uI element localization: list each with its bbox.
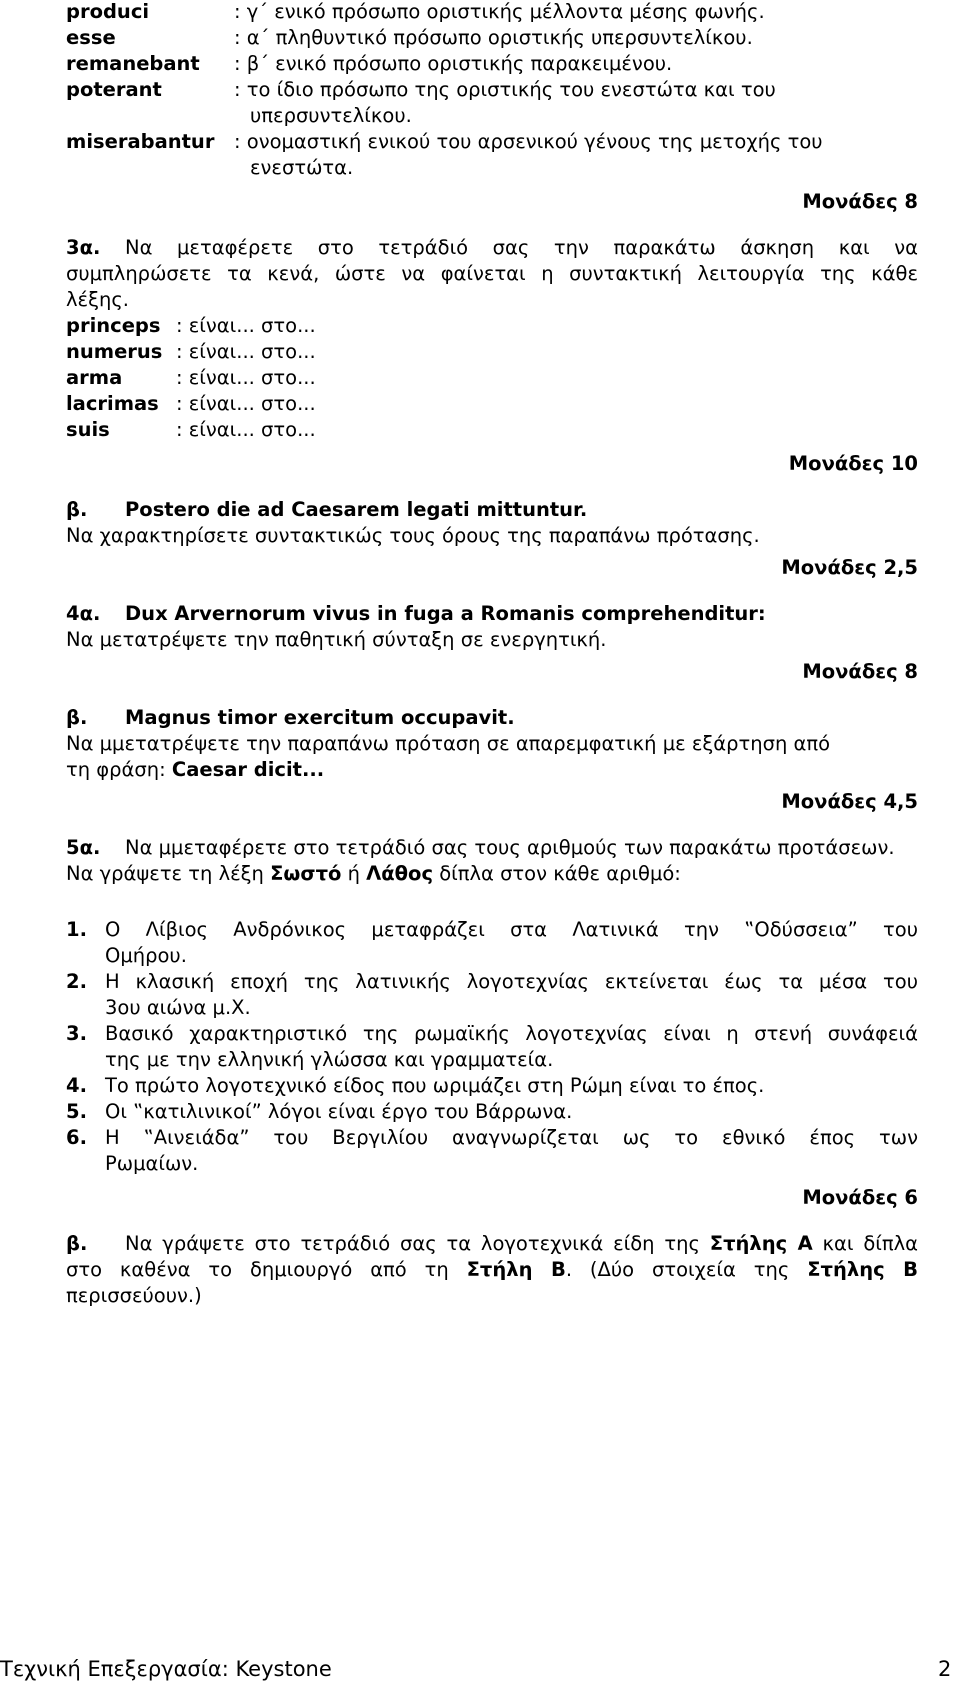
points-label: Μονάδες 6: [802, 1186, 918, 1209]
statement-text: Οι ‟κατιλινικοί” λόγοι είναι έργο του Βάρρωνα.: [105, 1100, 573, 1123]
blank-template: : είναι... στο...: [176, 340, 316, 363]
latin-sentence: Dux Arvernorum vivus in fuga a Romanis comprehenditur:: [125, 602, 766, 625]
latin-word: numerus: [66, 340, 163, 363]
latin-word: esse: [66, 26, 116, 49]
statement-text: Η κλασική εποχή της λατινικής λογοτεχνίας εκτείνεται έως τα μέσα του: [105, 970, 918, 993]
question-text: [66, 758, 324, 781]
question-number: β.: [66, 498, 88, 521]
question-number: 5α.: [66, 836, 101, 859]
text-fragment: δίπλα στον κάθε αριθμό:: [433, 862, 681, 885]
item-number: 5.: [66, 1100, 87, 1123]
question-text: συμπληρώσετε τα κενά, ώστε να φαίνεται η συντακτική λειτουργία της κάθε: [66, 262, 918, 285]
word-description-cont: υπερσυντελίκου.: [250, 104, 412, 127]
word-description: : β΄ ενικό πρόσωπο οριστικής παρακειμένου.: [234, 52, 673, 75]
latin-word: remanebant: [66, 52, 200, 75]
question-text: Να μεταφέρετε στο τετράδιό σας την παρακάτω άσκηση και να: [125, 236, 918, 259]
question-text: λέξης.: [66, 288, 129, 311]
item-number: 1.: [66, 918, 87, 941]
statement-text: Ομήρου.: [105, 944, 187, 967]
word-description: : το ίδιο πρόσωπο της οριστικής του ενεστώτα και του: [234, 78, 776, 101]
question-text: περισσεύουν.): [66, 1284, 202, 1307]
column-b-ref: Στήλη Β: [466, 1258, 566, 1281]
column-a-ref: Στήλης Α: [709, 1232, 813, 1255]
points-label: Μονάδες 8: [802, 660, 918, 683]
statement-text: Ρωμαίων.: [105, 1152, 199, 1175]
question-text: [66, 862, 681, 885]
item-number: 2.: [66, 970, 87, 993]
word-description: : γ΄ ενικό πρόσωπο οριστικής μέλλοντα μέσης φωνής.: [234, 0, 765, 23]
statement-text: 3ου αιώνα μ.Χ.: [105, 996, 251, 1019]
latin-word: arma: [66, 366, 123, 389]
statement-text: Το πρώτο λογοτεχνικό είδος που ωριμάζει στη Ρώμη είναι το έπος.: [105, 1074, 765, 1097]
statement-text: Ο Λίβιος Ανδρόνικος μεταφράζει στα Λατινικά την ‟Οδύσσεια” του: [105, 918, 918, 941]
text-fragment: . (Δύο στοιχεία της: [565, 1258, 808, 1281]
item-number: 6.: [66, 1126, 87, 1149]
latin-phrase: Caesar dicit...: [171, 758, 325, 781]
blank-template: : είναι... στο...: [176, 314, 316, 337]
text-fragment: στο καθένα το δημιουργό από τη: [66, 1258, 467, 1281]
page-number: 2: [938, 1657, 952, 1681]
footer-credit: Τεχνική Επεξεργασία: Keystone: [0, 1657, 332, 1681]
statement-text: Βασικό χαρακτηριστικό της ρωμαϊκής λογοτεχνίας είναι η στενή συνάφειά: [105, 1022, 918, 1045]
question-number: β.: [66, 1232, 88, 1255]
question-text: Να μετατρέψετε την παθητική σύνταξη σε ενεργητική.: [66, 628, 607, 651]
latin-word: princeps: [66, 314, 161, 337]
statement-text: Η ‟Αινειάδα” του Βεργιλίου αναγνωρίζεται ως το εθνικό έπος των: [105, 1126, 918, 1149]
text-fragment: και δίπλα: [812, 1232, 918, 1255]
question-text: Να χαρακτηρίσετε συντακτικώς τους όρους της παραπάνω πρότασης.: [66, 524, 760, 547]
blank-template: : είναι... στο...: [176, 418, 316, 441]
question-number: 4α.: [66, 602, 101, 625]
text-fragment: Να γράψετε τη λέξη: [66, 862, 271, 885]
word-description: : ονομαστική ενικού του αρσενικού γένους της μετοχής του: [234, 130, 823, 153]
text-fragment: τη φράση:: [66, 758, 172, 781]
question-text: [66, 1258, 918, 1281]
question-number: β.: [66, 706, 88, 729]
word-description: : α΄ πληθυντικό πρόσωπο οριστικής υπερσυντελίκου.: [234, 26, 753, 49]
text-fragment: Να γράψετε στο τετράδιό σας τα λογοτεχνικά είδη της: [125, 1232, 710, 1255]
question-text: Να μμετατρέψετε την παραπάνω πρόταση σε απαρεμφατική με εξάρτηση από: [66, 732, 831, 755]
text-fragment: ή: [341, 862, 367, 885]
word-description-cont: ενεστώτα.: [250, 156, 354, 179]
item-number: 3.: [66, 1022, 87, 1045]
latin-word: lacrimas: [66, 392, 159, 415]
question-text: [66, 1232, 918, 1255]
latin-sentence: Magnus timor exercitum occupavit.: [125, 706, 515, 729]
points-label: Μονάδες 2,5: [781, 556, 918, 579]
points-label: Μονάδες 4,5: [781, 790, 918, 813]
blank-template: : είναι... στο...: [176, 366, 316, 389]
item-number: 4.: [66, 1074, 87, 1097]
question-text: Να μμεταφέρετε στο τετράδιό σας τους αριθμούς των παρακάτω προτάσεων.: [125, 836, 895, 859]
points-label: Μονάδες 10: [788, 452, 918, 475]
statement-text: της με την ελληνική γλώσσα και γραμματεία.: [105, 1048, 554, 1071]
latin-sentence: Postero die ad Caesarem legati mittuntur.: [125, 498, 588, 521]
question-number: 3α.: [66, 236, 101, 259]
latin-word: poterant: [66, 78, 162, 101]
blank-template: : είναι... στο...: [176, 392, 316, 415]
latin-word: miserabantur: [66, 130, 215, 153]
points-label: Μονάδες 8: [802, 190, 918, 213]
true-word: Σωστό: [270, 862, 342, 885]
latin-word: produci: [66, 0, 150, 23]
latin-word: suis: [66, 418, 110, 441]
column-b-ref: Στήλης Β: [807, 1258, 918, 1281]
false-word: Λάθος: [366, 862, 434, 885]
